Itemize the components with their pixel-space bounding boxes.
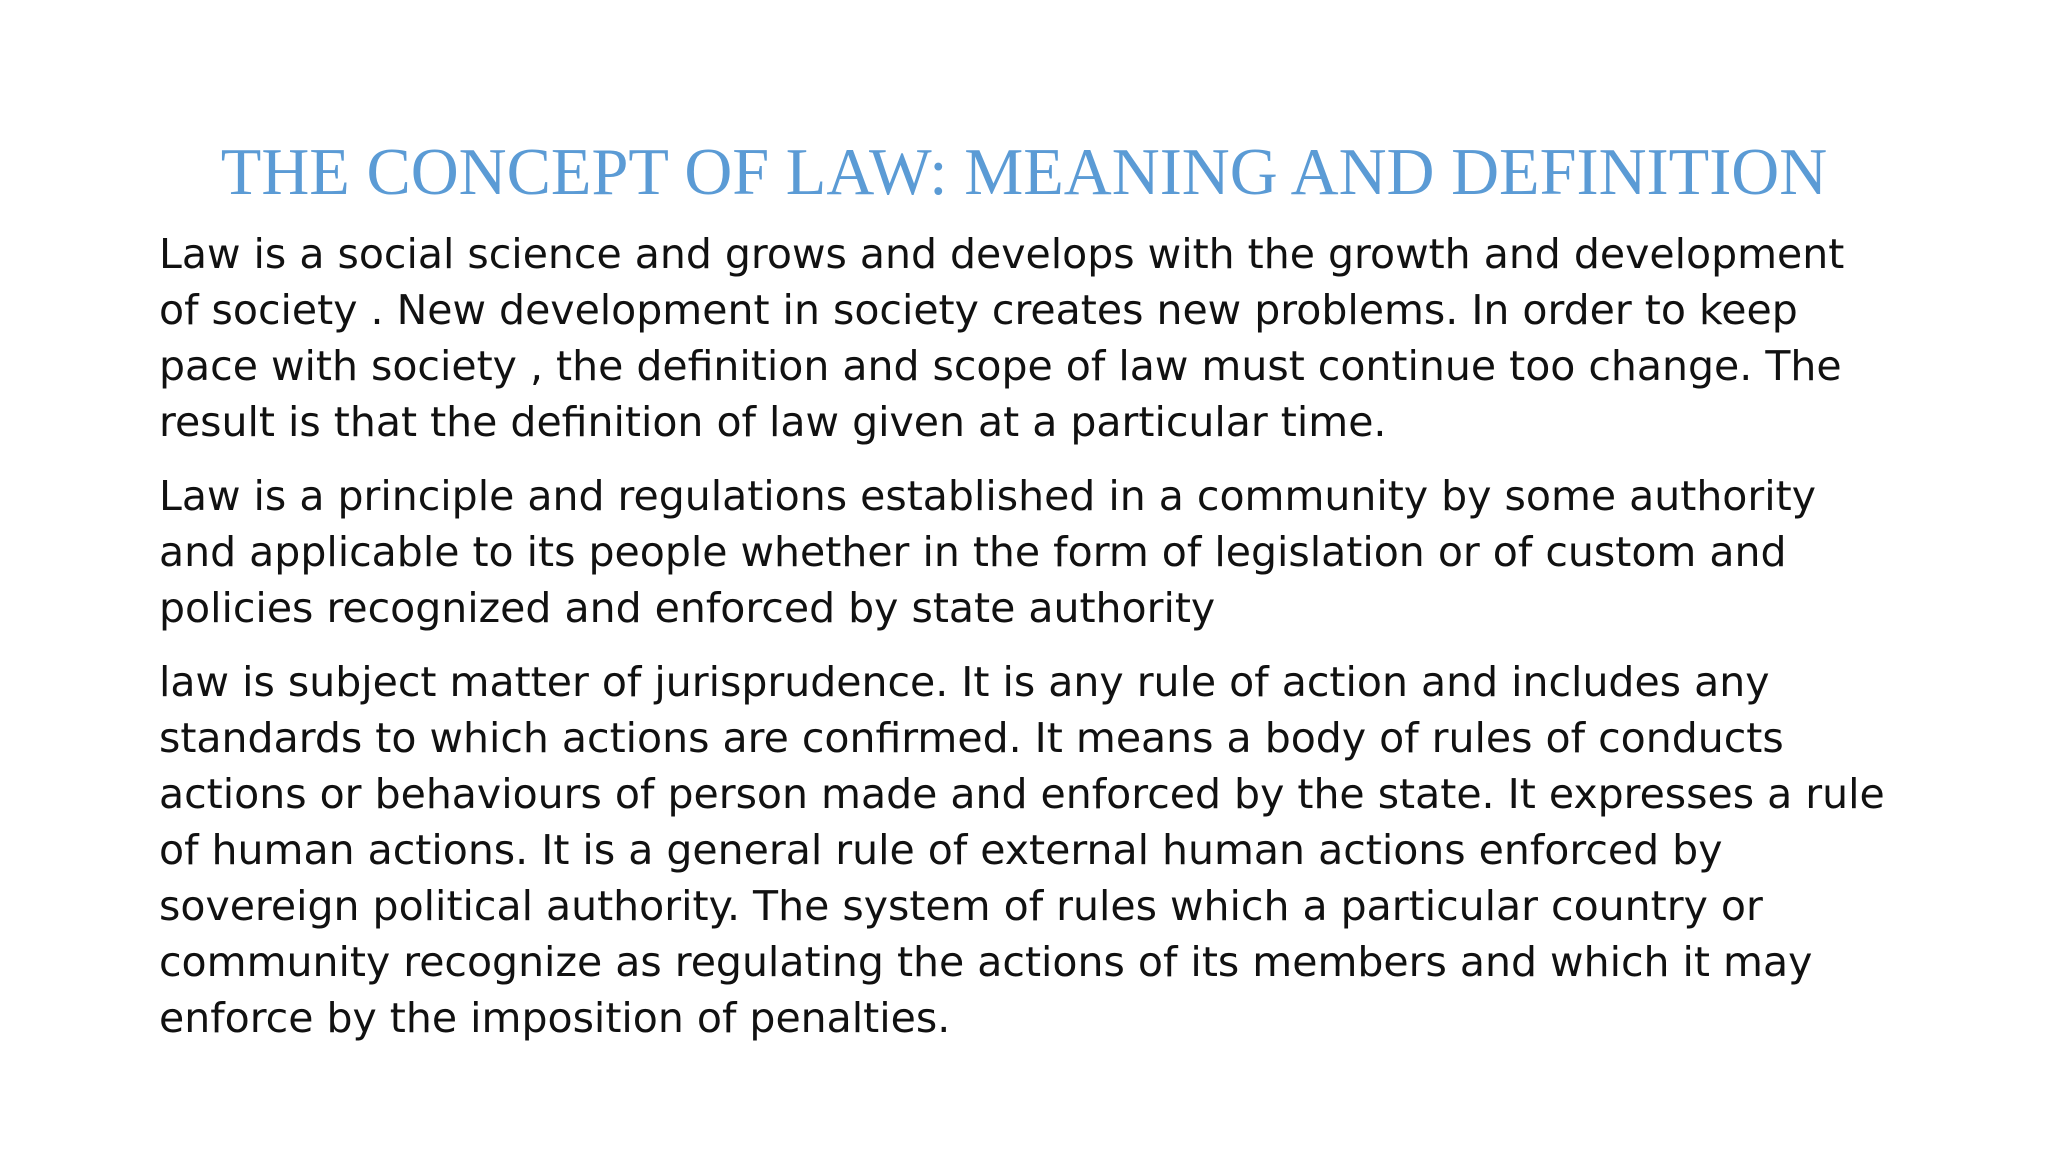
text-line: standards to which actions are confirmed. It means a body of rules of conducts [159, 714, 1784, 762]
text-line: sovereign political authority. The system of rules which a particular country or [159, 882, 1763, 930]
slide-title: THE CONCEPT OF LAW: MEANING AND DEFINITION [220, 136, 1828, 209]
text-line: law is subject matter of jurisprudence. It is any rule of action and includes any [159, 658, 1770, 706]
text-line: pace with society , the definition and scope of law must continue too change. The [159, 342, 1842, 390]
text-line: result is that the definition of law given at a particular time. [159, 398, 1387, 446]
paragraph-principle-regulations [159, 468, 1919, 636]
text-line: and applicable to its people whether in the form of legislation or of custom and [159, 528, 1787, 576]
text-line: Law is a principle and regulations established in a community by some authority [159, 472, 1816, 520]
text-line: of human actions. It is a general rule of external human actions enforced by [159, 826, 1723, 874]
text-line: of society . New development in society creates new problems. In order to keep [159, 286, 1798, 334]
text-line: enforce by the imposition of penalties. [159, 994, 951, 1042]
paragraph-social-science [159, 226, 1919, 450]
text-line: policies recognized and enforced by state authority [159, 584, 1216, 632]
text-line: Law is a social science and grows and develops with the growth and development [159, 230, 1845, 278]
text-line: community recognize as regulating the actions of its members and which it may [159, 938, 1813, 986]
paragraph-jurisprudence [159, 654, 1919, 1046]
slide-body [159, 226, 1919, 1064]
text-line: actions or behaviours of person made and enforced by the state. It expresses a rule [159, 770, 1885, 818]
